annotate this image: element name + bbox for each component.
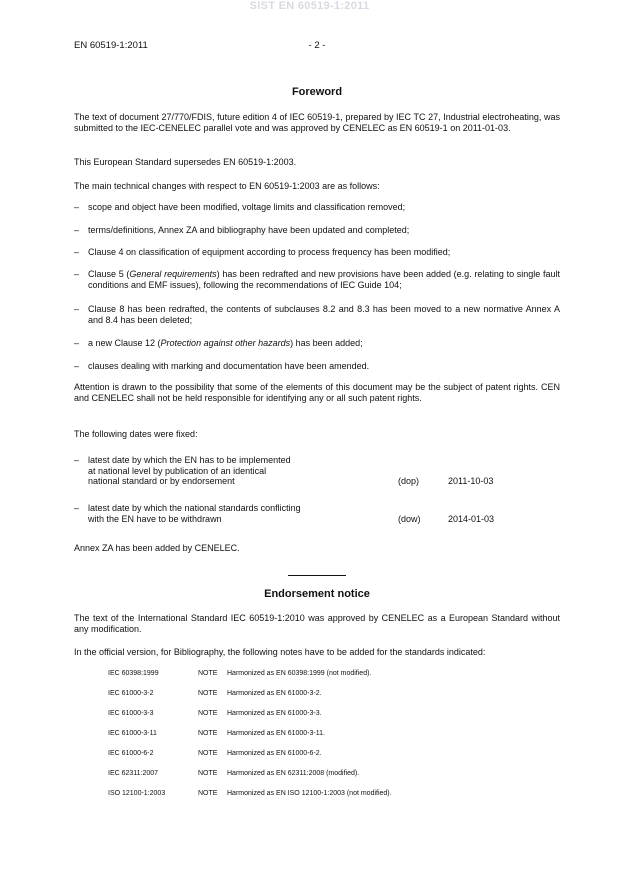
change-text: clauses dealing with marking and documentation have been amended. [88, 361, 370, 371]
change-text-part: Clause 5 ( [88, 269, 130, 279]
note-text: Harmonized as EN 61000-3-3. [227, 710, 322, 717]
list-dash: – [74, 202, 80, 212]
note-label: NOTE [198, 730, 218, 737]
section-divider [288, 575, 346, 576]
change-text: terms/definitions, Annex ZA and bibliography have been updated and completed; [88, 225, 410, 235]
page-number: - 2 - [308, 40, 326, 51]
note-label: NOTE [198, 710, 218, 717]
note-text: Harmonized as EN ISO 12100-1:2003 (not modified). [227, 790, 392, 797]
note-text: Harmonized as EN 61000-3-11. [227, 730, 325, 737]
note-standard: IEC 62311:2007 [108, 770, 159, 777]
change-text-part: ) has been added; [290, 338, 363, 348]
date-abbreviation: (dow) [398, 514, 421, 524]
date-description-line: latest date by which the national standards conflicting [88, 503, 301, 513]
endorsement-paragraph-2: In the official version, for Bibliography, the following notes have to be added for the standards indicated: [74, 647, 486, 657]
change-text: Clause 4 on classification of equipment according to process frequency has been modified; [88, 247, 451, 257]
date-description [88, 503, 388, 524]
list-dash: – [74, 247, 80, 257]
note-label: NOTE [198, 770, 218, 777]
change-text-part: ) has been redrafted and new provisions have been added (e.g. relating to single fault conditions and EMF issues), following the recommendations of IEC Guide 104; [88, 269, 560, 290]
list-dash: – [74, 455, 80, 465]
note-standard: IEC 61000-3-11 [108, 730, 157, 737]
note-standard: IEC 61000-3-2 [108, 690, 154, 697]
note-label: NOTE [198, 690, 218, 697]
change-text-emphasis: General requirements [129, 269, 217, 279]
change-text: scope and object have been modified, voltage limits and classification removed; [88, 202, 406, 212]
change-text [88, 269, 560, 290]
date-abbreviation: (dop) [398, 476, 420, 486]
note-standard: IEC 61000-3-3 [108, 710, 154, 717]
list-dash: – [74, 503, 80, 513]
document-number: EN 60519-1:2011 [74, 40, 148, 51]
foreword-paragraph-3: The main technical changes with respect to EN 60519-1:2003 are as follows: [74, 181, 380, 191]
note-label: NOTE [198, 670, 218, 677]
endorsement-title: Endorsement notice [264, 588, 370, 600]
note-label: NOTE [198, 750, 218, 757]
note-text: Harmonized as EN 61000-3-2. [227, 690, 322, 697]
date-description-line: national standard or by endorsement [88, 476, 235, 486]
change-text-emphasis: Protection against other hazards [160, 338, 291, 348]
change-text: Clause 8 has been redrafted, the contents of subclauses 8.2 and 8.3 has been moved to a new normative Annex A and 8.4 has been deleted; [88, 304, 560, 325]
note-label: NOTE [198, 790, 218, 797]
date-description-line: latest date by which the EN has to be implemented [88, 455, 291, 465]
foreword-paragraph-5: The following dates were fixed: [74, 429, 198, 439]
change-text-part: a new Clause 12 ( [88, 338, 161, 348]
date-description-line: with the EN have to be withdrawn [88, 513, 222, 524]
endorsement-paragraph-1: The text of the International Standard IEC 60519-1:2010 was approved by CENELEC as a European Standard without any modification. [74, 613, 560, 634]
watermark: SIST EN 60519-1:2011 [249, 0, 370, 12]
list-dash: – [74, 269, 80, 279]
list-dash: – [74, 304, 80, 314]
list-dash: – [74, 361, 80, 371]
note-text: Harmonized as EN 62311:2008 (modified). [227, 770, 360, 777]
foreword-paragraph-4: Attention is drawn to the possibility that some of the elements of this document may be the subject of patent rights. CEN and CENELEC shall not be held responsible for identifying any or all such patent rights. [74, 382, 560, 403]
foreword-paragraph-6: Annex ZA has been added by CENELEC. [74, 543, 240, 553]
note-text: Harmonized as EN 60398:1999 (not modified). [227, 670, 372, 677]
note-standard: IEC 61000-6-2 [108, 750, 154, 757]
foreword-paragraph-1: The text of document 27/770/FDIS, future edition 4 of IEC 60519-1, prepared by IEC TC 27, Industrial electroheating, was submitted to the IEC-CENELEC parallel vote and was approved by CENELEC as EN 60519-1 on 2011-01-03. [74, 112, 560, 133]
date-description-line: at national level by publication of an identical [88, 465, 267, 476]
list-dash: – [74, 225, 80, 235]
date-description [88, 455, 388, 487]
date-value: 2011-10-03 [448, 476, 494, 486]
note-standard: ISO 12100-1:2003 [108, 790, 166, 797]
note-text: Harmonized as EN 61000-6-2. [227, 750, 322, 757]
date-value: 2014-01-03 [448, 514, 495, 524]
foreword-paragraph-2: This European Standard supersedes EN 60519-1:2003. [74, 157, 297, 167]
note-standard: IEC 60398:1999 [108, 670, 159, 677]
foreword-title: Foreword [291, 86, 343, 98]
change-text [88, 338, 560, 349]
list-dash: – [74, 338, 80, 348]
